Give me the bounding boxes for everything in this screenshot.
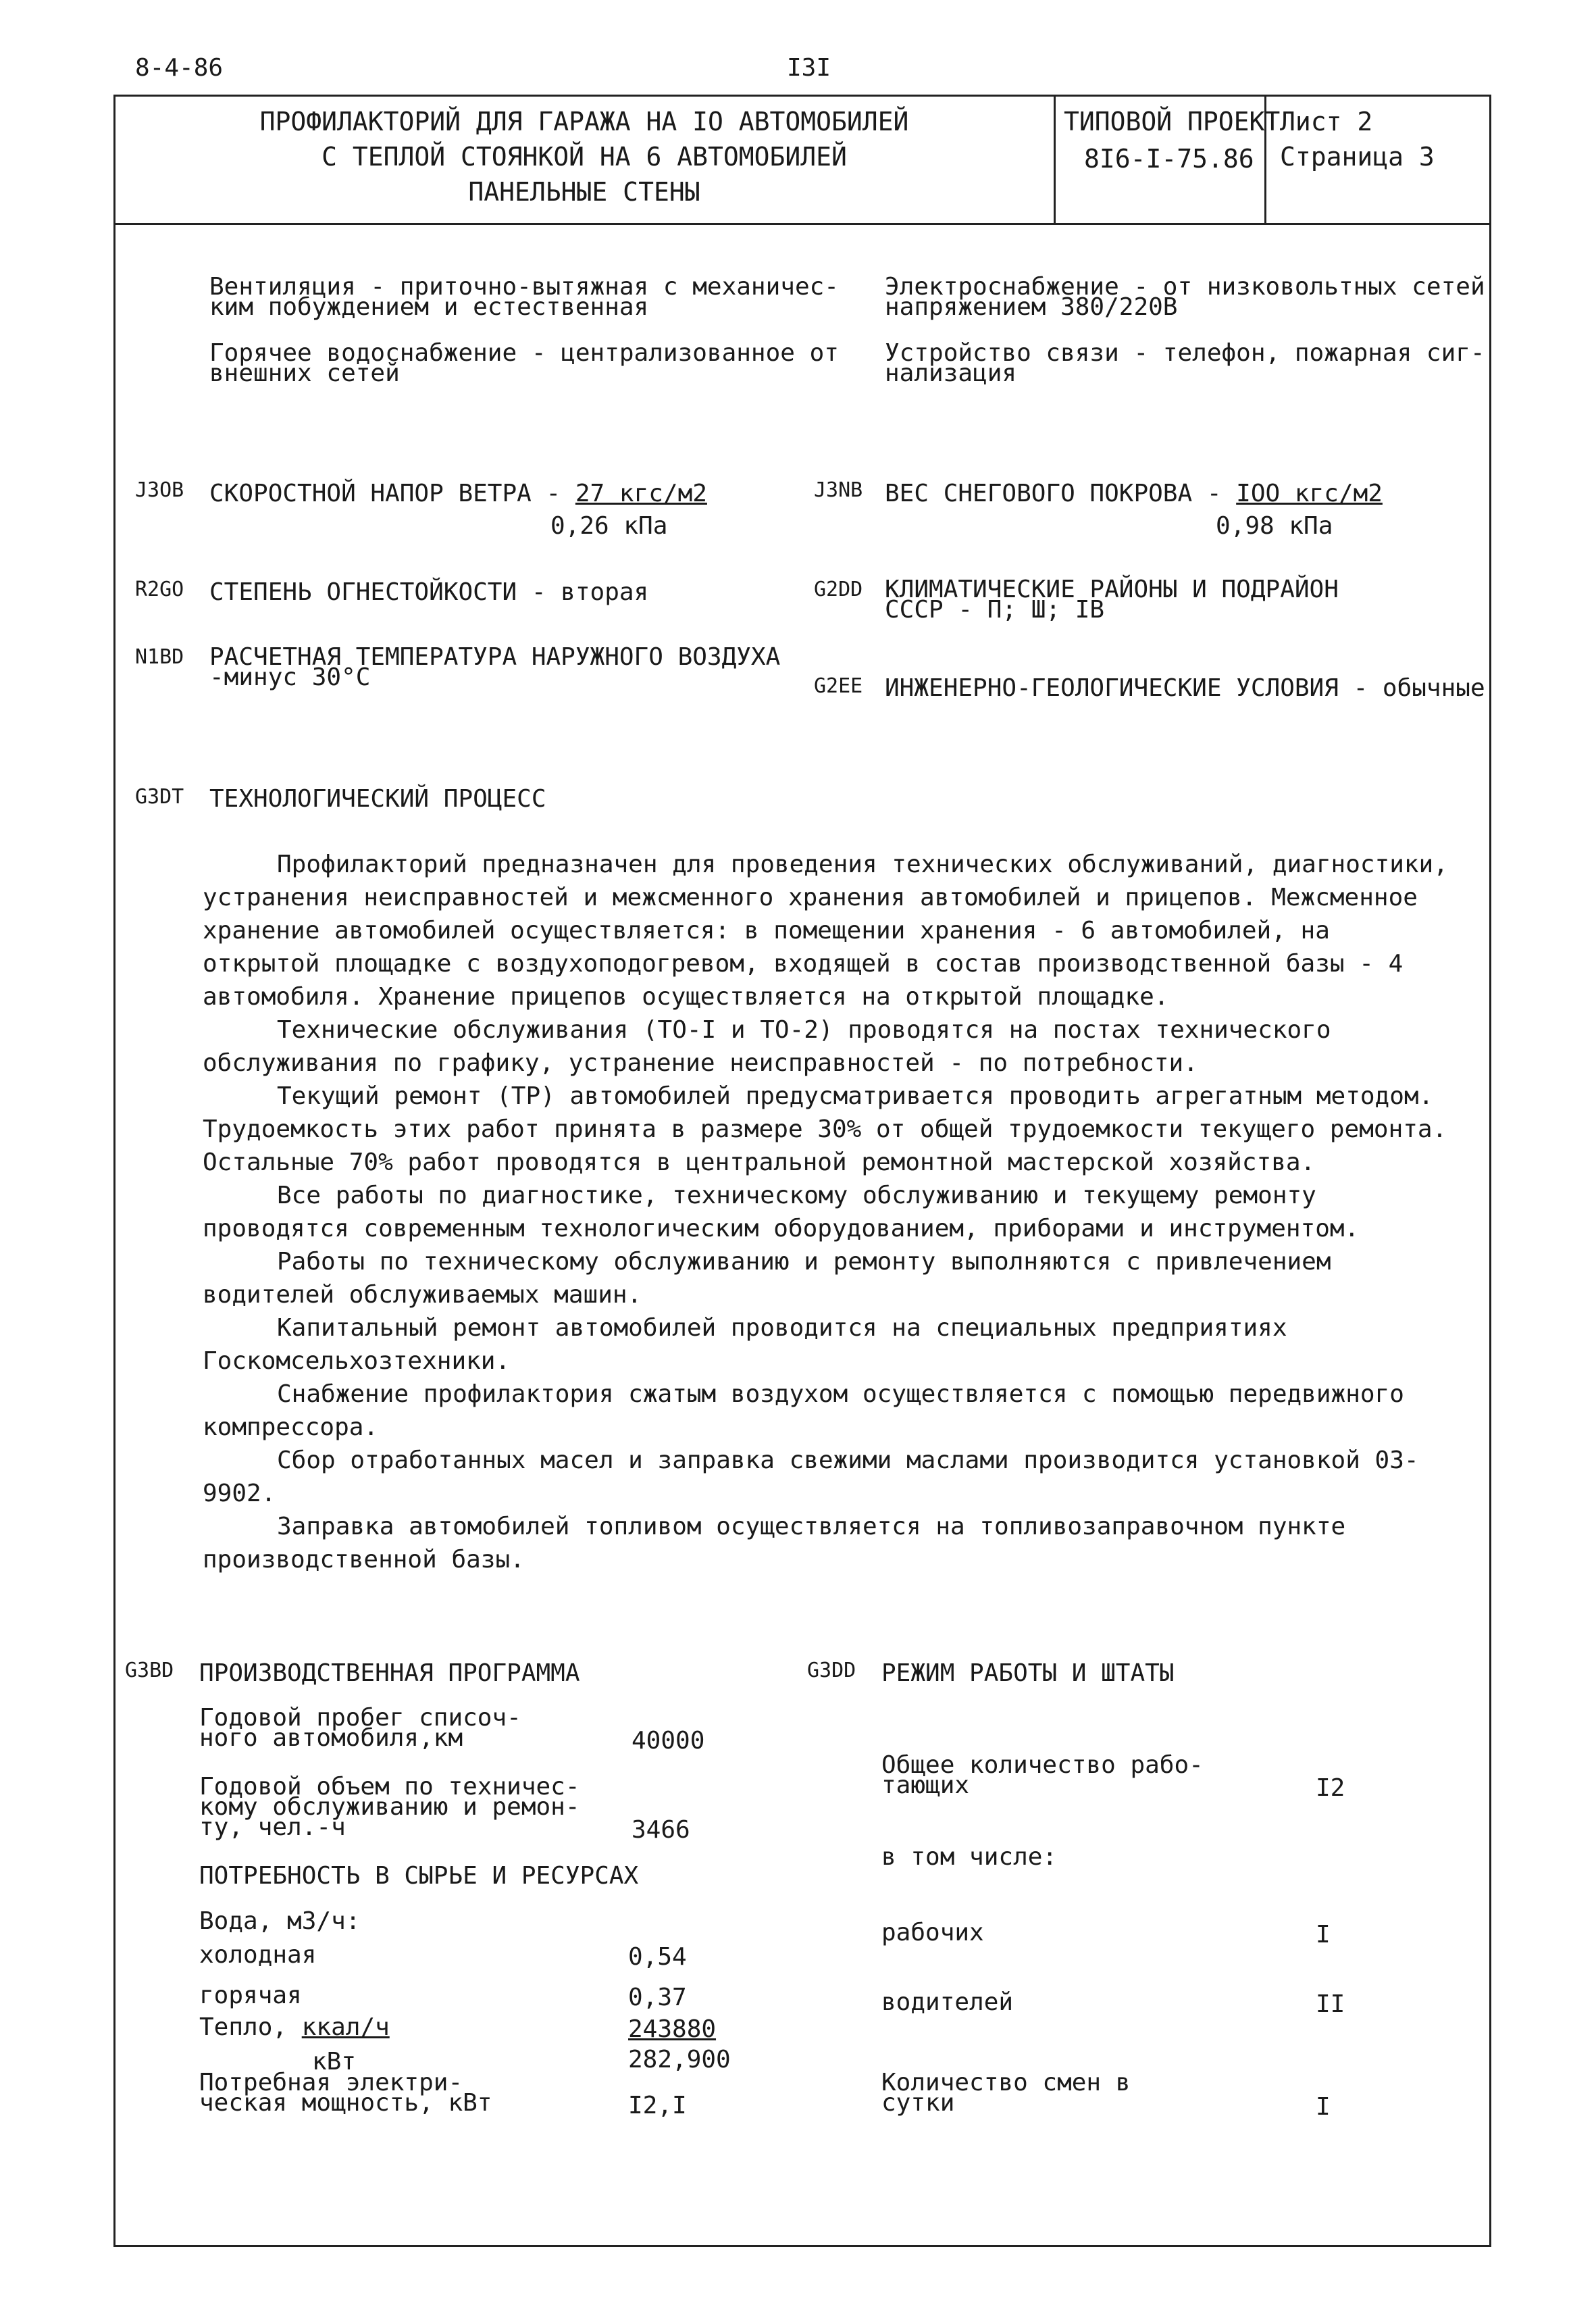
titleblock-divider <box>113 223 1489 225</box>
drivers-label: водителей <box>881 1988 1014 2016</box>
mileage-label: Годовой пробег списоч- ного автомобиля,км <box>199 1704 521 1752</box>
process-paragraph: Работы по техническому обслуживанию и ремонту выполняются с привлечением водителей обслуживаемых машин. <box>203 1248 1331 1309</box>
process-paragraph: Снабжение профилактория сжатым воздухом осуществляется с помощью передвижного компрессора. <box>203 1380 1404 1441</box>
total-staff-value: I2 <box>1316 1774 1345 1802</box>
hot-water-label: горячая <box>199 1982 302 2009</box>
climate-regions: КЛИМАТИЧЕСКИЕ РАЙОНЫ И ПОДРАЙОН СССР - П; Ш; IВ <box>885 576 1339 624</box>
doc-code: 8-4-86 <box>135 54 224 82</box>
resources-heading: ПОТРЕБНОСТЬ В СЫРЬЕ И РЕСУРСАХ <box>199 1862 639 1890</box>
hot-water-text: Горячее водоснабжение - централизованное от внешних сетей <box>209 339 839 387</box>
code-geo: G2EE <box>814 674 863 698</box>
snow-value: IOO кгс/м2 <box>1236 480 1383 507</box>
sheet-number: Лист 2 <box>1280 107 1373 136</box>
process-text <box>203 848 1452 1576</box>
heat-unit: ккал/ч <box>301 2013 390 2041</box>
code-wind: J3OB <box>135 478 184 502</box>
volume-label: Годовой объем по техничес- кому обслуживанию и ремон- ту, чел.-ч <box>199 1773 580 1841</box>
including-label: в том числе: <box>881 1843 1058 1871</box>
heat-label: Тепло, ккал/ч <box>199 2013 390 2041</box>
process-paragraph: Все работы по диагностике, техническому обслуживанию и текущему ремонту проводятся современным технологическим оборудованием, приборами и инструментом. <box>203 1182 1360 1242</box>
code-climate: G2DD <box>814 578 863 601</box>
page-number: I3I <box>787 54 831 82</box>
fire-resistance: СТЕПЕНЬ ОГНЕСТОЙКОСТИ - вторая <box>209 578 649 606</box>
workers-label: рабочих <box>881 1919 984 1946</box>
mileage-value: 40000 <box>632 1727 705 1755</box>
process-paragraph: Технические обслуживания (ТО-I и ТО-2) проводятся на постах технического обслуживания по графику, устранение неисправностей - по потребности. <box>203 1016 1331 1077</box>
communications-text: Устройство связи - телефон, пожарная сиг- нализация <box>885 339 1485 387</box>
heat-kw-value: 282,900 <box>628 2046 731 2073</box>
titleblock-vline-1 <box>1054 95 1056 223</box>
design-temperature: РАСЧЕТНАЯ ТЕМПЕРАТУРА НАРУЖНОГО ВОЗДУХА -минус 30°С <box>209 643 781 691</box>
heat-kw-label: кВт <box>312 2048 357 2076</box>
wind-pressure: СКОРОСТНОЙ НАПОР ВЕТРА - 27 кгс/м2 <box>209 480 707 507</box>
wind-value: 27 кгс/м2 <box>575 480 707 507</box>
workers-value: I <box>1316 1921 1331 1948</box>
cold-water-label: холодная <box>199 1941 317 1969</box>
volume-value: 3466 <box>632 1816 690 1844</box>
shifts-label: Количество смен в сутки <box>881 2069 1131 2117</box>
water-label: Вода, м3/ч: <box>199 1907 361 1935</box>
process-paragraph: Текущий ремонт (ТР) автомобилей предусматривается проводить агрегатным методом. Трудоемкость этих работ принята в размере 30% от общей трудоемкости текущего ремонта. Остальные 70% работ проводятся в центральной ремонтной мастерской хозяйства. <box>203 1082 1447 1176</box>
code-snow: J3NB <box>814 478 863 502</box>
page-label: Страница 3 <box>1280 142 1435 172</box>
code-staff: G3DD <box>807 1659 856 1682</box>
total-staff-label: Общее количество рабо- тающих <box>881 1751 1204 1799</box>
snow-value-kpa: 0,98 кПа <box>1216 512 1333 540</box>
process-paragraph: Капитальный ремонт автомобилей проводится на специальных предприятиях Госкомсельхозтехники. <box>203 1314 1287 1375</box>
drivers-value: II <box>1316 1990 1345 2018</box>
electric-power-label: Потребная электри- ческая мощность, кВт <box>199 2069 492 2117</box>
process-paragraph: Заправка автомобилей топливом осуществляется на топливозаправочном пункте производственной базы. <box>203 1513 1346 1574</box>
project-number: 8I6-I-75.86 <box>1084 144 1254 174</box>
geo-conditions: ИНЖЕНЕРНО-ГЕОЛОГИЧЕСКИЕ УСЛОВИЯ - обычные <box>885 674 1485 702</box>
cold-water-value: 0,54 <box>628 1943 687 1971</box>
title-line-1: ПРОФИЛАКТОРИЙ ДЛЯ ГАРАЖА НА IO АВТОМОБИЛЕЙ <box>259 107 909 136</box>
code-fire: R2GO <box>135 578 184 601</box>
code-program: G3BD <box>125 1659 174 1682</box>
hot-water-value: 0,37 <box>628 1984 687 2011</box>
program-heading: ПРОИЗВОДСТВЕННАЯ ПРОГРАММА <box>199 1659 580 1687</box>
shifts-value: I <box>1316 2093 1331 2121</box>
power-supply-text: Электроснабжение - от низковольтных сетей напряжением 380/220В <box>885 273 1485 321</box>
ventilation-text: Вентиляция - приточно-вытяжная с механичес- ким побуждением и естественная <box>209 273 839 321</box>
electric-power-value: I2,I <box>628 2092 687 2119</box>
process-paragraph: Профилакторий предназначен для проведения технических обслуживаний, диагностики, устранения неисправностей и межсменного хранения автомобилей и прицепов. Межсменное хранение автомобилей осуществляется: в помещении хранения - 6 автомобилей, на открытой площадке с воздухоподогревом, входящей в состав производственной базы - 4 автомобиля. Хранение прицепов осуществляется на открытой площадке. <box>203 851 1448 1011</box>
wind-value-kpa: 0,26 кПа <box>550 512 668 540</box>
staff-heading: РЕЖИМ РАБОТЫ И ШТАТЫ <box>881 1659 1175 1687</box>
title-line-3: ПАНЕЛЬНЫЕ СТЕНЫ <box>468 177 700 207</box>
snow-load: ВЕС СНЕГОВОГО ПОКРОВА - IOO кгс/м2 <box>885 480 1383 507</box>
code-process: G3DT <box>135 785 184 809</box>
title-line-2: С ТЕПЛОЙ СТОЯНКОЙ НА 6 АВТОМОБИЛЕЙ <box>321 142 847 172</box>
process-heading: ТЕХНОЛОГИЧЕСКИЙ ПРОЦЕСС <box>209 785 546 813</box>
heat-value: 243880 <box>628 2015 717 2043</box>
process-paragraph: Сбор отработанных масел и заправка свежими маслами производится установкой 03-9902. <box>203 1447 1419 1507</box>
project-label: ТИПОВОЙ ПРОЕКТ <box>1064 107 1281 136</box>
code-temp: N1BD <box>135 645 184 669</box>
